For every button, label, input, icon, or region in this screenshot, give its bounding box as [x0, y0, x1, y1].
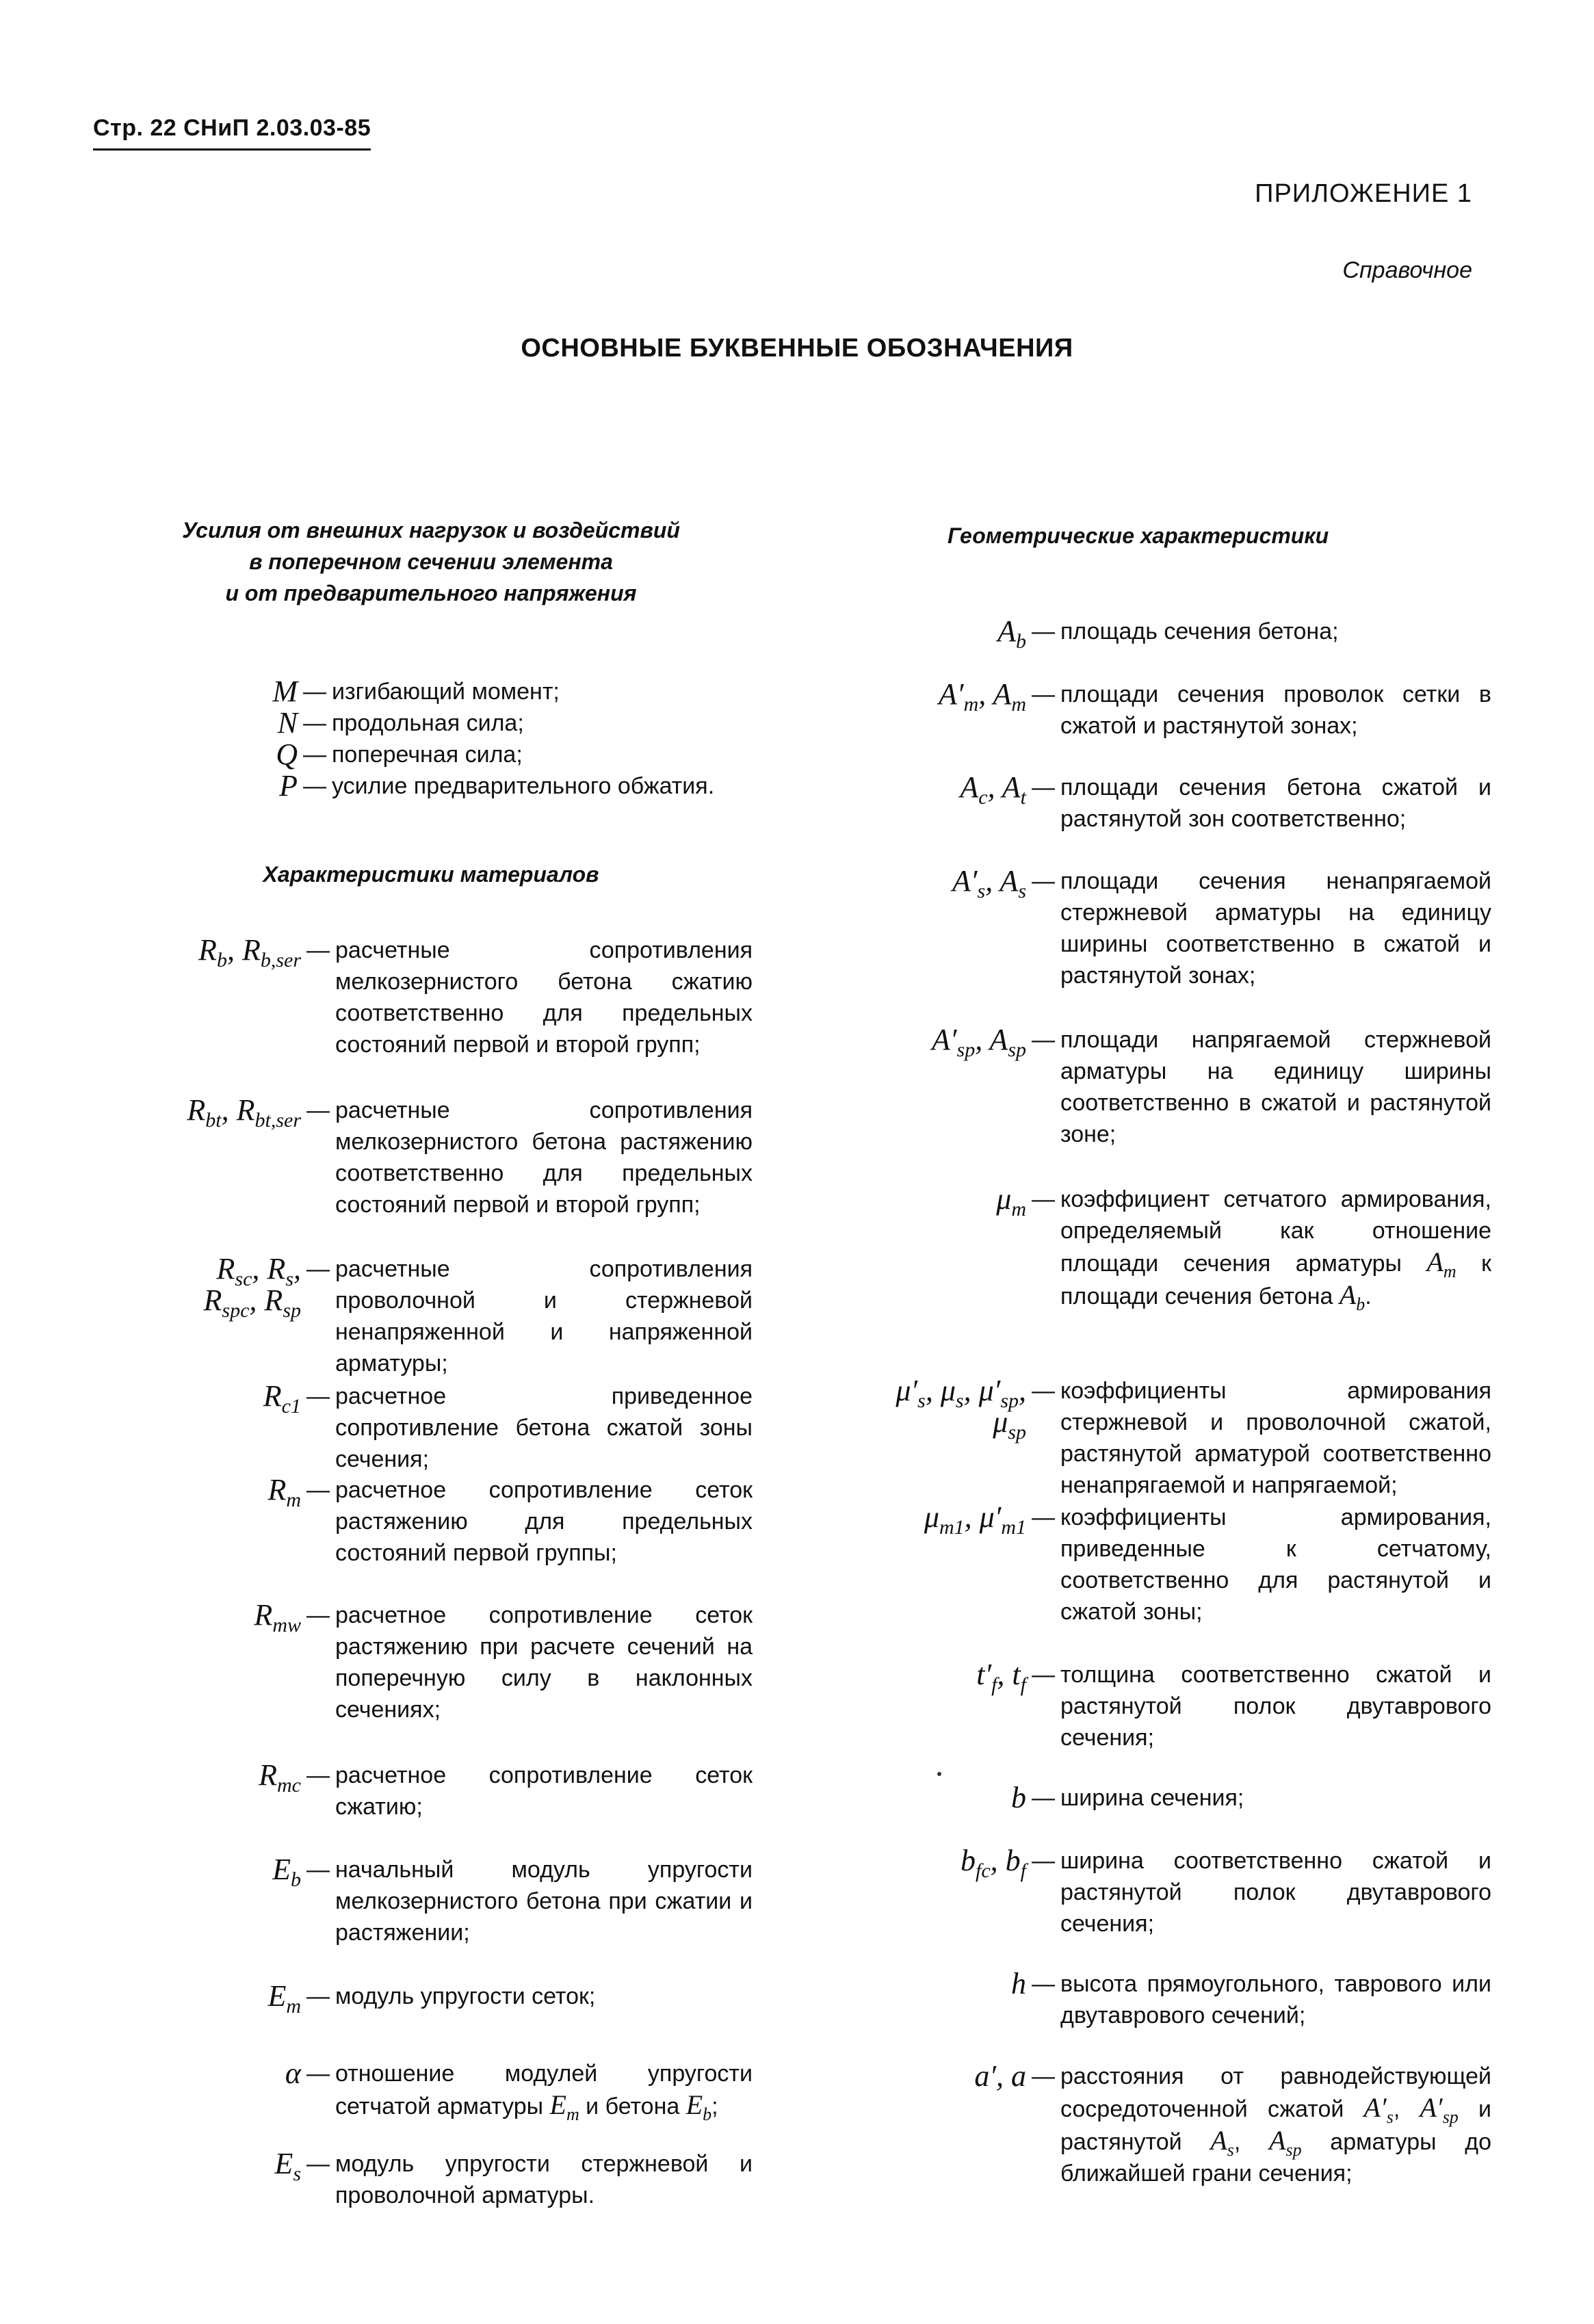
list-item — [109, 1854, 753, 1948]
definition: высота прямоугольного, таврового или двутаврового сечений; — [1060, 1971, 1491, 2028]
list-item — [818, 1968, 1491, 2031]
list-item — [109, 1253, 753, 1379]
dash: — — [306, 1383, 330, 1409]
list-item — [818, 1845, 1491, 1940]
symbol: $A'_m$, $A_m$ — [939, 677, 1026, 716]
list-item — [818, 614, 1491, 653]
definition: площади сечения бетона сжатой и растянутой зон соответственно; — [1060, 774, 1491, 832]
dash: — — [306, 2151, 330, 2177]
dash: — — [306, 1256, 330, 1282]
definition: ширина соответственно сжатой и растянутой полок двутаврового сечения; — [1060, 1848, 1491, 1937]
symbol: $R_{sc}$, $R_s$, $R_{spc}$, $R_{sp}$ — [203, 1252, 301, 1322]
list-item — [818, 1502, 1491, 1628]
definition: расчетное сопротивление сеток сжатию; — [335, 1762, 753, 1820]
symbol: $R_{mc}$ — [259, 1758, 301, 1797]
symbol: $R_{mw}$ — [254, 1598, 301, 1636]
list-item — [818, 1024, 1491, 1150]
symbol: $E_m$ — [267, 1979, 301, 2018]
dash: — — [306, 1602, 330, 1628]
list-item — [818, 1184, 1491, 1312]
definition-part: отношение модулей упругости сетчатой арматуры — [335, 2061, 753, 2119]
dash: — — [1032, 1662, 1055, 1688]
definition: расчетные сопротивления мелкозернистого бетона сжатию соответственно для предельных состояний первой и второй групп; — [335, 937, 753, 1058]
list-item — [818, 772, 1491, 835]
dash: — — [1032, 1186, 1055, 1212]
symbol: $A'_s$, $A_s$ — [952, 864, 1026, 902]
definition: расстояния от равнодействующей сосредоточенной сжатой $A'_s$, $A'_{sp}$ и растянутой $A_s$, $A_{sp}$ арматуры до ближайшей грани сечения; — [1060, 2063, 1491, 2186]
dash: — — [303, 679, 326, 705]
dash: — — [306, 1983, 330, 2009]
dash: — — [303, 773, 326, 799]
dash: — — [1032, 774, 1055, 800]
dash: — — [306, 937, 330, 963]
symbol: $A'_{sp}$, $A_{sp}$ — [932, 1023, 1026, 1061]
symbol: $R_b$, $R_{b,ser}$ — [198, 933, 301, 971]
symbol: a′, a — [974, 2059, 1026, 2093]
list-item — [109, 739, 753, 770]
symbol: $\mu_{m1}$, $\mu'_{m1}$ — [924, 1500, 1026, 1539]
definition: модуль упругости стержневой и проволочной арматуры. — [335, 2151, 753, 2208]
definition: изгибающий момент; — [332, 679, 560, 705]
dash: — — [1032, 1848, 1055, 1874]
symbol: $E_s$ — [274, 2147, 301, 2185]
symbol: $b_{fc}$, $b_f$ — [961, 1844, 1026, 1882]
dash: — — [1032, 2063, 1055, 2089]
list-item — [109, 676, 753, 707]
definition: ширина сечения; — [1060, 1785, 1244, 1811]
geometry-heading: Геометрические характеристики — [948, 523, 1329, 548]
definition: площадь сечения бетона; — [1060, 618, 1339, 644]
dash: — — [1032, 1785, 1055, 1811]
definition: расчетные сопротивления проволочной и стержневой ненапряженной и напряженной арматуры; — [335, 1256, 753, 1376]
symbol: $A_c$, $A_t$ — [960, 770, 1026, 809]
list-item — [109, 1095, 753, 1220]
definition: коэффициенты армирования, приведенные к сетчатому, соответственно для растянутой и сжатой зоны; — [1060, 1504, 1491, 1625]
symbol: α — [285, 2057, 301, 2090]
list-item — [818, 1375, 1491, 1501]
definition: поперечная сила; — [332, 742, 523, 768]
symbol: $E_b$ — [272, 1853, 301, 1891]
dash: — — [306, 1477, 330, 1503]
forces-heading-line: в поперечном сечении элемента — [249, 549, 613, 574]
dash: — — [306, 2061, 330, 2087]
dash: — — [306, 1857, 330, 1883]
definition-part: коэффициент сетчатого армирования, определяемый как отношение площади сечения арматуры — [1060, 1186, 1491, 1277]
definition: площади напрягаемой стержневой арматуры на единицу ширины соответственно в сжатой и растянутой зоне; — [1060, 1027, 1491, 1147]
list-item — [109, 935, 753, 1060]
page-title: ОСНОВНЫЕ БУКВЕННЫЕ ОБОЗНАЧЕНИЯ — [521, 334, 1073, 363]
dash: — — [306, 1762, 330, 1788]
symbol: $A_b$ — [997, 614, 1026, 653]
list-item — [109, 1979, 753, 2018]
definition: расчетное приведенное сопротивление бетона сжатой зоны сечения; — [335, 1383, 753, 1472]
list-item — [109, 1760, 753, 1823]
forces-heading-line: и от предварительного напряжения — [225, 581, 637, 605]
symbol: $\mu'_s$, $\mu_s$, $\mu'_{sp}$, $\mu_{sp}$ — [896, 1374, 1026, 1444]
dash: — — [306, 1097, 330, 1123]
list-item — [109, 2058, 753, 2122]
symbol: $t'_f$, $t_f$ — [976, 1658, 1026, 1696]
forces-heading-line: Усилия от внешних нагрузок и воздействий — [182, 518, 680, 543]
list-item — [109, 1474, 753, 1569]
definition: площади сечения ненапрягаемой стержневой арматуры на единицу ширины соответственно в сжатой и растянутой зонах; — [1060, 868, 1491, 989]
scan-speck — [937, 1772, 941, 1776]
definition: продольная сила; — [332, 710, 524, 736]
appendix-label: ПРИЛОЖЕНИЕ 1 — [1255, 179, 1472, 208]
list-item — [109, 1381, 753, 1475]
dash: — — [1032, 1971, 1055, 1997]
list-item — [818, 2061, 1491, 2189]
definition: отношение модулей упругости сетчатой арматуры $E_m$ и бетона $E_b$; — [335, 2061, 753, 2124]
dash: — — [303, 742, 326, 768]
forces-list — [109, 676, 753, 802]
definition-part: и бетона — [586, 2093, 680, 2119]
list-item — [818, 1782, 1491, 1814]
dash: — — [1032, 1378, 1055, 1404]
definition: расчетное сопротивление сеток растяжению для предельных состояний первой группы; — [335, 1477, 753, 1566]
list-item — [109, 770, 753, 802]
symbol: P — [279, 769, 298, 802]
definition: усилие предварительного обжатия. — [332, 773, 715, 799]
reference-note: Справочное — [1342, 257, 1472, 283]
list-item — [818, 1659, 1491, 1753]
definition-part: арматуры до ближайшей грани сечения; — [1060, 2129, 1491, 2186]
materials-heading: Характеристики материалов — [263, 862, 599, 887]
symbol: Q — [276, 737, 298, 771]
definition: коэффициенты армирования стержневой и проволочной сжатой, растянутой арматурой соответственно ненапрягаемой и напрягаемой; — [1060, 1378, 1491, 1498]
definition: начальный модуль упругости мелкозернистого бетона при сжатии и растяжении; — [335, 1857, 753, 1946]
symbol: b — [1011, 1781, 1026, 1814]
symbol: $R_m$ — [267, 1473, 301, 1511]
symbol: $R_{bt}$, $R_{bt,ser}$ — [187, 1093, 301, 1132]
definition-part: и растянутой — [1060, 2096, 1491, 2155]
dash: — — [303, 710, 326, 736]
dash: — — [1032, 681, 1055, 707]
symbol: M — [272, 675, 298, 708]
definition-part: расстояния от равнодействующей сосредоточенной сжатой — [1060, 2063, 1491, 2122]
forces-heading — [109, 514, 753, 609]
definition-part: к площади сечения бетона — [1060, 1251, 1491, 1309]
list-item — [818, 865, 1491, 991]
list-item — [818, 679, 1491, 742]
symbol: $R_{c1}$ — [263, 1379, 301, 1418]
symbol: $\mu_m$ — [996, 1182, 1026, 1220]
dash: — — [1032, 1027, 1055, 1053]
list-item — [109, 1600, 753, 1725]
definition: толщина соответственно сжатой и растянутой полок двутаврового сечения; — [1060, 1662, 1491, 1751]
definition: площади сечения проволок сетки в сжатой и растянутой зонах; — [1060, 681, 1491, 739]
dash: — — [1032, 618, 1055, 644]
symbol: N — [277, 706, 298, 740]
page-header: Стр. 22 СНиП 2.03.03-85 — [93, 115, 371, 151]
list-item — [109, 2148, 753, 2211]
list-item — [109, 707, 753, 739]
definition: модуль упругости сеток; — [335, 1983, 596, 2009]
dash: — — [1032, 868, 1055, 894]
dash: — — [1032, 1504, 1055, 1530]
symbol: h — [1011, 1967, 1026, 2000]
definition: расчетное сопротивление сеток растяжению при расчете сечений на поперечную силу в наклонных сечениях; — [335, 1602, 753, 1723]
definition: коэффициент сетчатого армирования, определяемый как отношение площади сечения арматуры $A_m$ к площади сечения бетона $A_b$. — [1060, 1186, 1491, 1314]
definition: расчетные сопротивления мелкозернистого бетона растяжению соответственно для предельных состояний первой и второй групп; — [335, 1097, 753, 1218]
